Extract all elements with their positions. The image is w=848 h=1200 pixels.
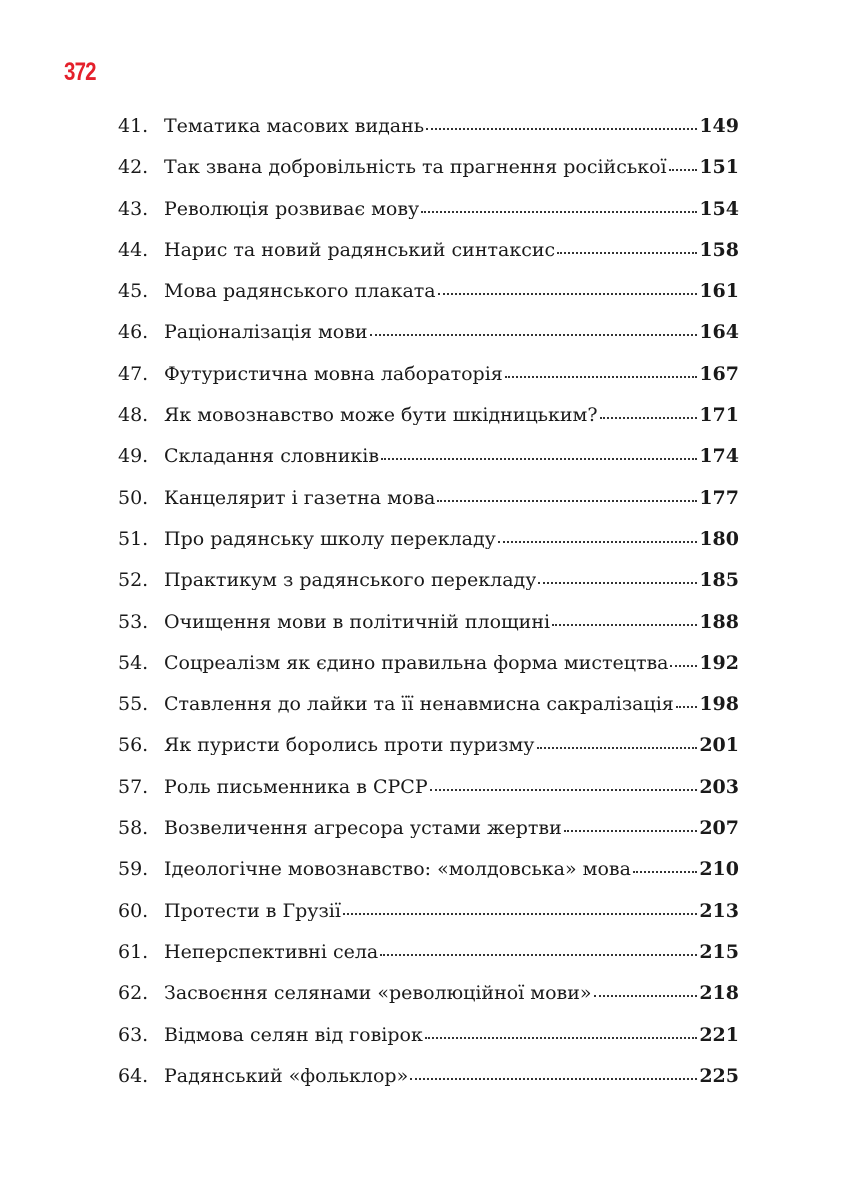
toc-entry-number: 53. — [118, 610, 149, 633]
toc-entry — [118, 860, 739, 901]
toc-entry — [118, 158, 739, 199]
toc-entry-title: Про радянську школу перекладу — [164, 529, 496, 549]
toc-entry-number: 47. — [118, 362, 149, 385]
dot-leader — [552, 624, 697, 626]
dot-leader — [557, 252, 697, 254]
toc-entry-page: 185 — [699, 569, 739, 592]
toc-entry-title: Раціоналізація мови — [164, 323, 368, 343]
toc-entry — [118, 238, 739, 282]
dot-leader — [537, 747, 698, 749]
toc-entry-page: 161 — [699, 280, 739, 303]
toc-entry — [118, 323, 739, 364]
dot-leader — [600, 417, 698, 419]
toc-entry-number: 58. — [118, 817, 149, 840]
toc-entry — [118, 486, 739, 530]
toc-entry-page: 151 — [699, 156, 739, 179]
toc-entry — [118, 197, 739, 241]
toc-entry-page: 221 — [699, 1023, 739, 1046]
dot-leader — [498, 541, 697, 543]
toc-entry-page: 167 — [699, 362, 739, 385]
dot-leader — [410, 1078, 697, 1080]
toc-entry-page: 218 — [699, 982, 739, 1005]
toc-entry-page: 171 — [699, 404, 739, 427]
toc-entry-number: 42. — [118, 156, 149, 179]
toc-entry — [118, 651, 739, 695]
dot-leader — [425, 1037, 698, 1039]
toc-entry — [118, 1023, 739, 1067]
toc-entry-number: 56. — [118, 734, 149, 757]
dot-leader — [676, 706, 698, 708]
toc-entry-page: 149 — [699, 115, 739, 137]
dot-leader — [564, 830, 698, 832]
toc-entry-number: 49. — [118, 445, 149, 468]
toc-entry-number: 51. — [118, 527, 149, 550]
toc-entry-page: 174 — [699, 445, 739, 468]
toc-entry-title: Тематика масових видань — [164, 117, 425, 136]
dot-leader — [426, 128, 697, 130]
toc-entry-number: 54. — [118, 651, 149, 674]
toc-entry-number: 45. — [118, 280, 149, 303]
toc-entry-title: Складання словників — [164, 447, 380, 467]
toc-entry-page: 177 — [699, 486, 739, 509]
table-of-contents — [118, 117, 739, 1108]
toc-entry-page: 158 — [699, 238, 739, 261]
toc-entry-title: Соцреалізм як єдино правильна форма мистецтва — [164, 653, 669, 673]
dot-leader — [381, 458, 697, 460]
toc-entry-number: 57. — [118, 775, 149, 798]
toc-entry-page: 213 — [699, 899, 739, 922]
dot-leader — [437, 500, 697, 502]
toc-entry-page: 154 — [699, 197, 739, 220]
toc-entry-title: Як пуристи боролись проти пуризму — [164, 736, 535, 756]
toc-entry-number: 44. — [118, 238, 149, 261]
toc-entry-number: 55. — [118, 693, 149, 716]
toc-entry-title: Нарис та новий радянський синтаксис — [164, 240, 556, 260]
toc-entry-page: 215 — [699, 940, 739, 963]
dot-leader — [594, 995, 698, 997]
toc-entry-title: Канцелярит і газетна мова — [164, 488, 436, 508]
toc-entry — [118, 736, 739, 777]
toc-entry — [118, 984, 739, 1025]
toc-entry-title: Очищення мови в політичній площині — [164, 612, 551, 632]
dot-leader — [670, 665, 697, 667]
toc-entry-title: Так звана добровільність та прагнення російської — [164, 158, 667, 178]
toc-entry-number: 52. — [118, 569, 149, 592]
toc-entry — [118, 117, 739, 158]
toc-entry — [118, 940, 739, 984]
toc-entry-number: 48. — [118, 404, 149, 427]
toc-entry-number: 41. — [118, 115, 149, 137]
toc-entry — [118, 610, 739, 654]
toc-entry-number: 50. — [118, 486, 149, 509]
toc-entry — [118, 362, 739, 406]
toc-entry-title: Як мовознавство може бути шкідницьким? — [164, 406, 598, 426]
toc-entry-title: Радянський «фольклор» — [164, 1066, 409, 1086]
toc-entry-number: 46. — [118, 321, 149, 344]
toc-entry — [118, 447, 739, 488]
toc-entry-page: 180 — [699, 527, 739, 550]
dot-leader — [343, 913, 697, 915]
toc-entry-title: Ідеологічне мовознавство: «молдовська» мова — [164, 860, 631, 880]
toc-entry-page: 203 — [699, 775, 739, 798]
toc-entry-title: Ставлення до лайки та її ненавмисна сакралізація — [164, 695, 674, 715]
dot-leader — [633, 871, 697, 873]
toc-entry-page: 192 — [699, 651, 739, 674]
toc-entry-number: 60. — [118, 899, 149, 922]
toc-entry-number: 62. — [118, 982, 149, 1005]
toc-entry-title: Засвоєння селянами «революційної мови» — [164, 984, 592, 1004]
toc-entry-title: Неперспективні села — [164, 942, 379, 962]
toc-entry-page: 210 — [699, 858, 739, 881]
dot-leader — [505, 376, 698, 378]
dot-leader — [438, 293, 698, 295]
toc-entry-page: 188 — [699, 610, 739, 633]
dot-leader — [669, 169, 698, 171]
toc-entry-page: 201 — [699, 734, 739, 757]
toc-entry — [118, 406, 739, 447]
toc-entry — [118, 571, 739, 612]
toc-entry-page: 225 — [699, 1064, 739, 1087]
toc-entry — [118, 695, 739, 736]
toc-entry-page: 207 — [699, 817, 739, 840]
dot-leader — [370, 334, 698, 336]
toc-entry-title: Практикум з радянського перекладу — [164, 571, 537, 591]
toc-entry-title: Революція розвиває мову — [164, 199, 420, 219]
toc-entry-number: 64. — [118, 1064, 149, 1087]
toc-entry — [118, 1064, 739, 1108]
toc-entry — [118, 819, 739, 860]
dot-leader — [538, 582, 697, 584]
toc-entry-number: 59. — [118, 858, 149, 881]
toc-entry-title: Відмова селян від говірок — [164, 1025, 423, 1045]
dot-leader — [421, 211, 697, 213]
toc-entry-number: 61. — [118, 940, 149, 963]
toc-entry-title: Возвеличення агресора устами жертви — [164, 819, 562, 839]
toc-entry-page: 164 — [699, 321, 739, 344]
toc-entry — [118, 527, 739, 571]
toc-entry-title: Протести в Грузії — [164, 901, 341, 921]
toc-entry — [118, 775, 739, 819]
toc-entry-title: Мова радянського плаката — [164, 282, 436, 302]
toc-entry — [118, 899, 739, 943]
dot-leader — [430, 789, 698, 791]
toc-entry-title: Футуристична мовна лабораторія — [164, 364, 503, 384]
toc-entry-number: 43. — [118, 197, 149, 220]
dot-leader — [380, 954, 697, 956]
toc-entry — [118, 282, 739, 323]
toc-entry-title: Роль письменника в СРСР — [164, 777, 428, 797]
toc-entry-page: 198 — [699, 693, 739, 716]
toc-entry-number: 63. — [118, 1023, 149, 1046]
page-number: 372 — [64, 58, 96, 86]
